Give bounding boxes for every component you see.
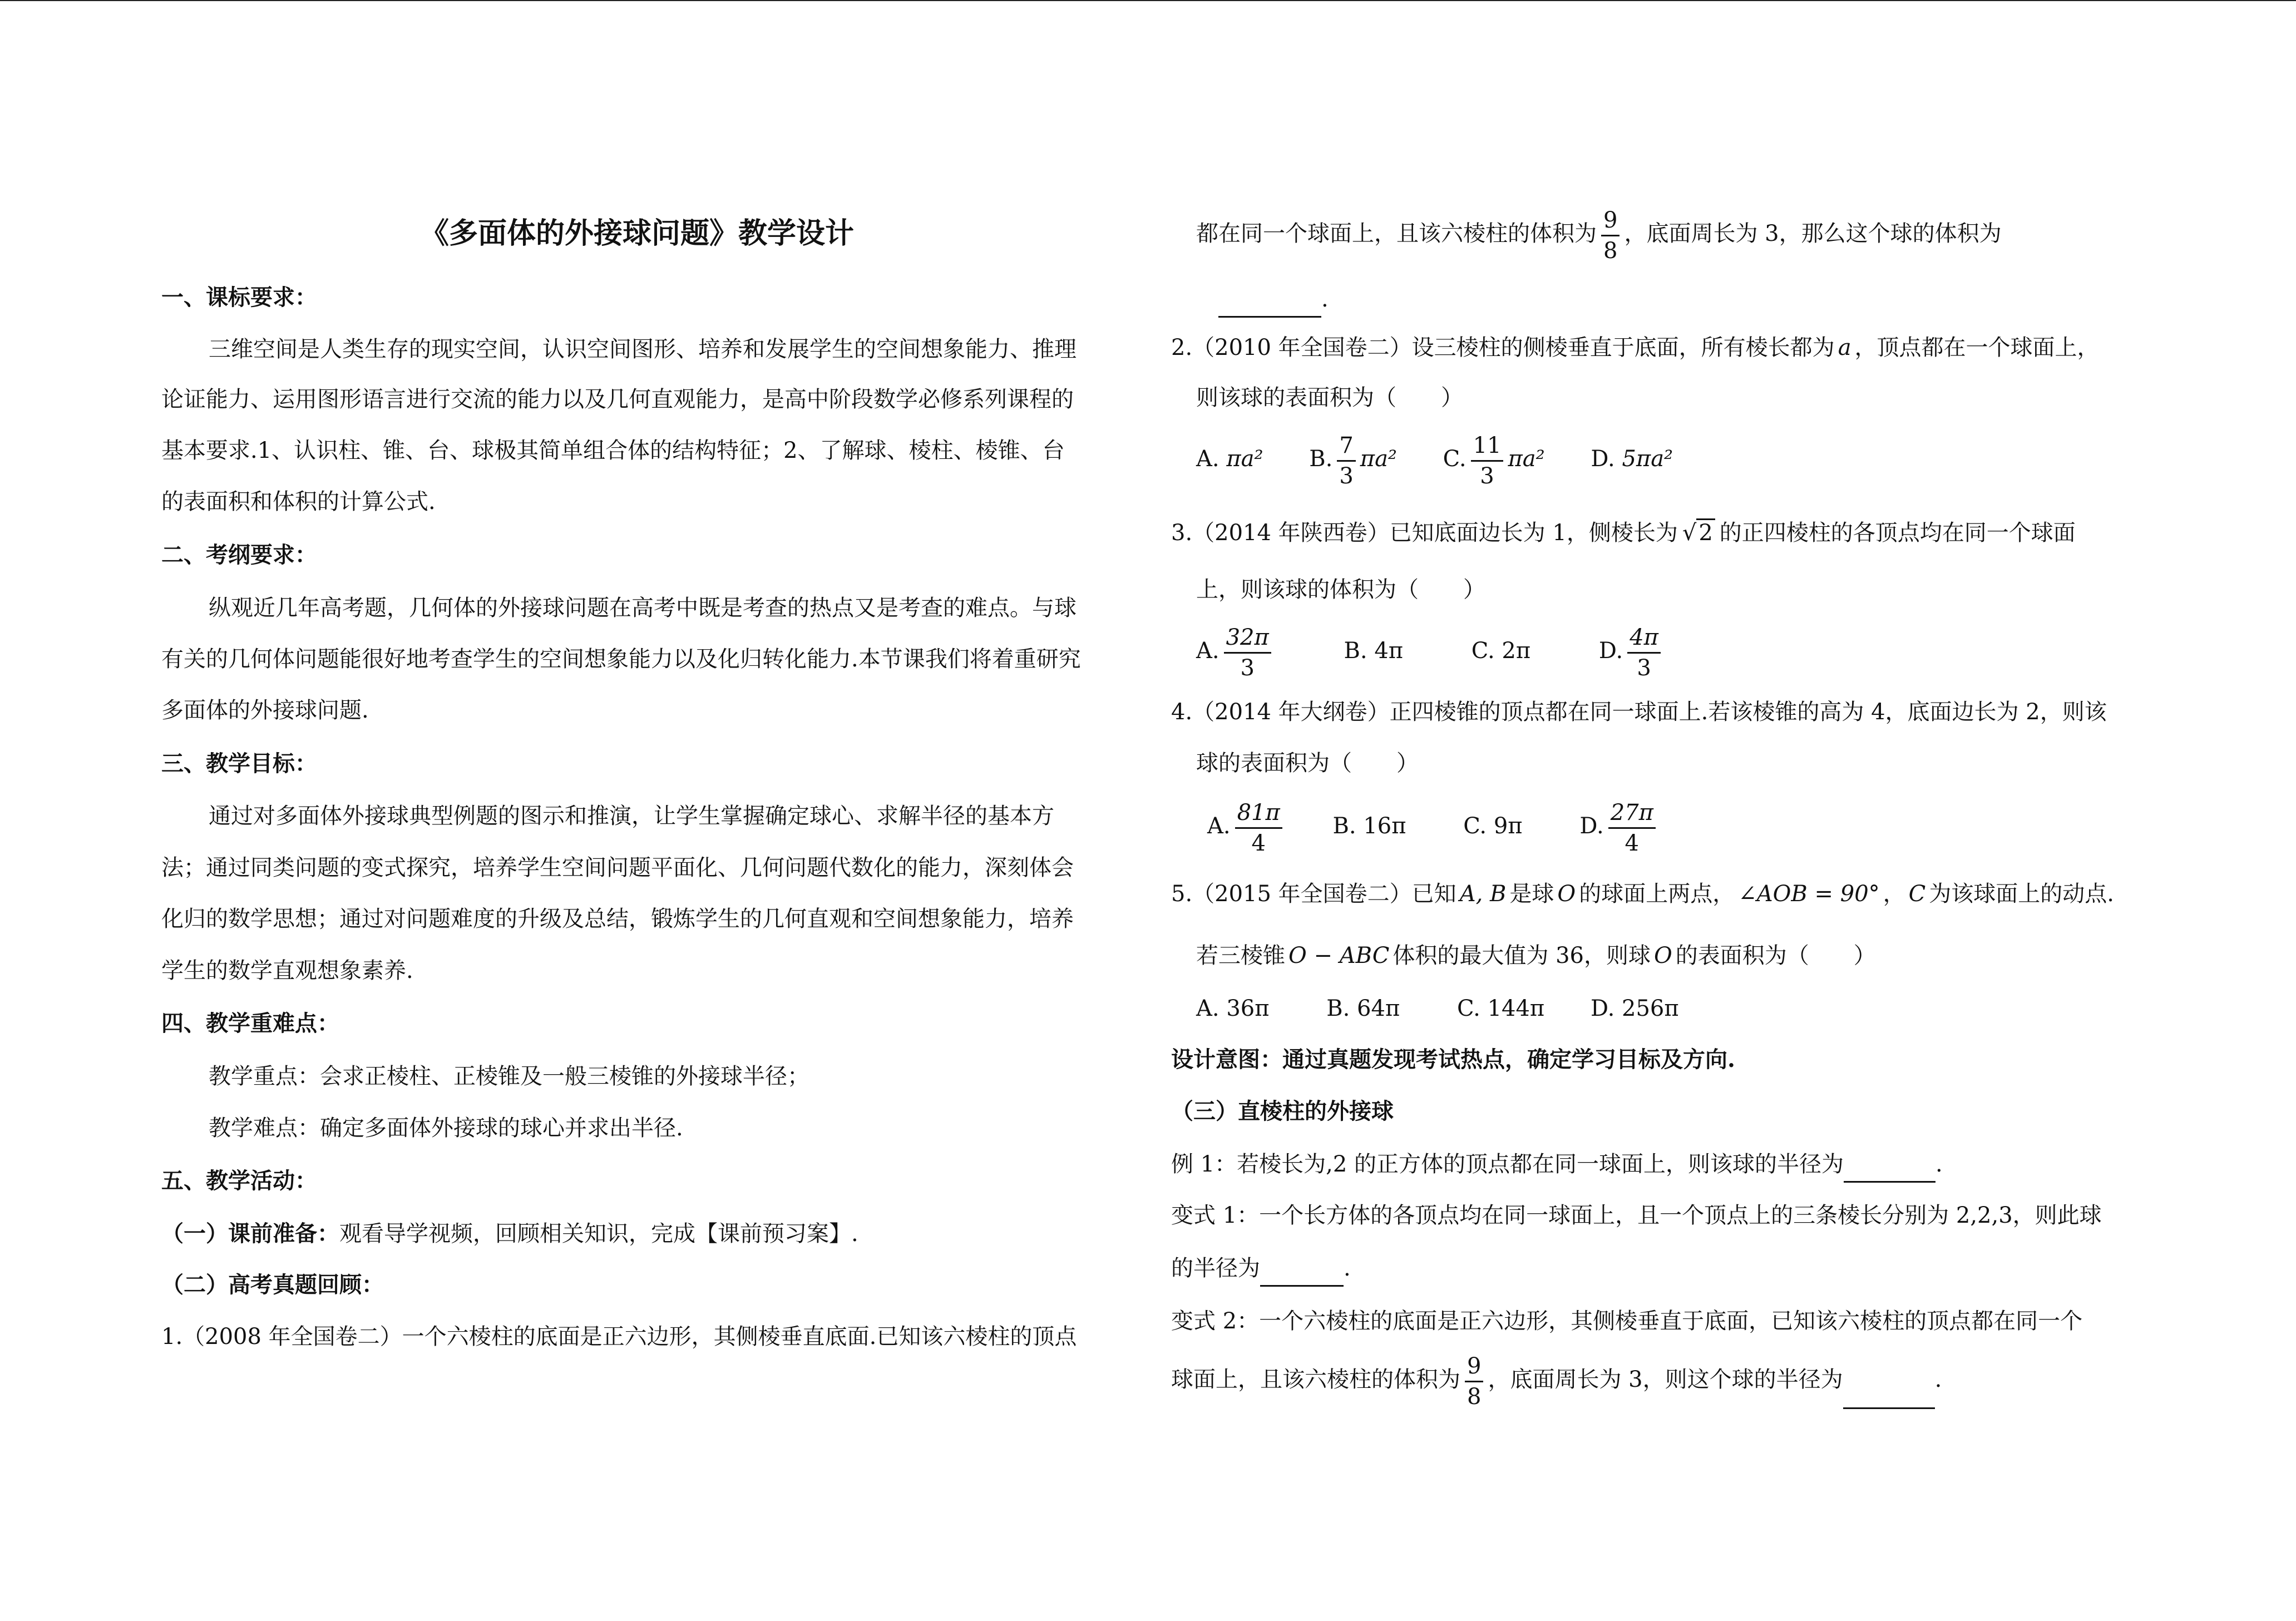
section-4-difficulty: 教学难点：确定多面体外接球的球心并求出半径. xyxy=(209,1115,683,1141)
period: . xyxy=(1344,1256,1351,1281)
option-c xyxy=(1443,431,1545,487)
section-3-line-1: 通过对多面体外接球典型例题的图示和推演，让学生掌握确定球心、求解半径的基本方 xyxy=(209,803,1054,829)
fraction-9-8 xyxy=(1601,209,1619,262)
option-b: B. 4π xyxy=(1344,638,1404,664)
section-2-heading: 二、考纲要求： xyxy=(161,542,317,568)
variant-2-line-1: 变式 2：一个六棱柱的底面是正六边形，其侧棱垂直于底面，已知该六棱柱的顶点都在同一个 xyxy=(1171,1308,2083,1334)
variant-1-line-2 xyxy=(1171,1252,1351,1287)
section-3-heading: （三）直棱柱的外接球 xyxy=(1171,1098,1394,1124)
answer-blank[interactable] xyxy=(1844,1148,1935,1183)
question-1-text-a: 都在同一个球面上，且该六棱柱的体积为 xyxy=(1196,221,1597,246)
option-c: C. 2π xyxy=(1471,638,1531,664)
option-a xyxy=(1196,623,1276,679)
question-2-line-2: 则该球的表面积为（ ） xyxy=(1196,385,1463,411)
option-a xyxy=(1196,431,1263,487)
fraction-numerator: 9 xyxy=(1465,1355,1483,1382)
answer-blank[interactable] xyxy=(1218,283,1321,318)
fraction-denominator: 8 xyxy=(1603,238,1618,264)
option-c: C. 9π xyxy=(1463,813,1523,839)
question-3-line-1 xyxy=(1171,516,2076,550)
points-a-b: A, B xyxy=(1459,881,1507,907)
period: . xyxy=(1935,1151,1943,1177)
option-b-fraction xyxy=(1337,434,1355,487)
option-a-label: A. xyxy=(1207,813,1231,839)
option-d-fraction xyxy=(1608,799,1656,856)
section-4-heading: 四、教学重难点： xyxy=(161,1010,339,1036)
option-c: C. 144π xyxy=(1456,996,1545,1021)
question-1-line-1: 1.（2008 年全国卷二）一个六棱柱的底面是正六边形，其侧棱垂直底面.已知该六棱柱的顶点 xyxy=(161,1324,1077,1350)
fraction-numerator: 9 xyxy=(1601,209,1619,236)
option-d-label: D. xyxy=(1591,446,1615,472)
fraction-numerator: 11 xyxy=(1471,434,1504,462)
question-2-line-1 xyxy=(1171,331,2100,364)
example-1-text: 例 1：若棱长为,2 的正方体的顶点都在同一球面上，则该球的半径为 xyxy=(1171,1151,1844,1177)
angle-aob: ∠AOB = 90° xyxy=(1738,881,1880,907)
fraction-denominator: 3 xyxy=(1339,463,1354,489)
fraction-denominator: 4 xyxy=(1625,830,1639,856)
question-3-options xyxy=(1196,623,1687,679)
document-title: 《多面体的外接球问题》教学设计 xyxy=(420,216,855,250)
example-1 xyxy=(1171,1148,1943,1183)
section-2-line-2: 有关的几何体问题能很好地考查学生的空间想象能力以及化归转化能力.本节课我们将着重研究 xyxy=(161,646,1081,672)
section-4-key-point: 教学重点：会求正棱柱、正棱锥及一般三棱锥的外接球半径； xyxy=(209,1064,809,1089)
question-3-line-2: 上，则该球的体积为（ ） xyxy=(1196,577,1485,602)
option-d: D. 256π xyxy=(1590,996,1679,1021)
question-1-text-b: ，底面周长为 3，那么这个球的体积为 xyxy=(1624,221,2002,246)
question-5-text-b: 是球 xyxy=(1509,881,1554,907)
question-5-text-c: 的球面上两点， xyxy=(1579,881,1735,907)
fraction-denominator: 3 xyxy=(1637,655,1651,681)
question-5-line-1 xyxy=(1171,877,2114,911)
question-4-options xyxy=(1207,798,1682,854)
section-1-line-2: 论证能力、运用图形语言进行交流的能力以及几何直观能力，是高中阶段数学必修系列课程的 xyxy=(161,387,1074,412)
question-5-text-a: 5.（2015 年全国卷二）已知 xyxy=(1171,881,1456,907)
option-a xyxy=(1207,798,1287,854)
period: . xyxy=(1321,286,1329,312)
option-b-value: πa² xyxy=(1360,446,1397,472)
option-c-value: πa² xyxy=(1508,446,1545,472)
option-d xyxy=(1599,623,1665,679)
fraction-denominator: 3 xyxy=(1240,655,1255,681)
variant-2-text-a: 球面上，且该六棱柱的体积为 xyxy=(1171,1367,1460,1392)
sqrt-2: √ 2 xyxy=(1682,520,1715,546)
fraction-denominator: 8 xyxy=(1467,1383,1482,1410)
variant-1-line-1: 变式 1：一个长方体的各顶点均在同一球面上，且一个顶点上的三条棱长分别为 2,2,3，则此球 xyxy=(1171,1203,2102,1228)
section-3-line-2: 法；通过同类问题的变式探究，培养学生空间问题平面化、几何问题代数化的能力，深刻体会 xyxy=(161,855,1074,881)
answer-blank[interactable] xyxy=(1843,1352,1935,1409)
option-d-label: D. xyxy=(1598,638,1623,664)
question-2-options xyxy=(1196,431,1695,487)
option-b-label: B. xyxy=(1309,446,1333,472)
option-a-label: A. xyxy=(1196,638,1219,664)
question-2-text-a: 2.（2010 年全国卷二）设三棱柱的侧棱垂直于底面，所有棱长都为 xyxy=(1171,335,1835,360)
section-3-heading: 三、教学目标： xyxy=(161,750,317,777)
option-d xyxy=(1591,431,1673,487)
fraction-9-8 xyxy=(1465,1355,1483,1408)
variant-2-line-2 xyxy=(1171,1352,1942,1409)
option-a-fraction xyxy=(1224,626,1271,679)
fraction-denominator: 3 xyxy=(1480,463,1494,489)
fraction-numerator: 27π xyxy=(1608,802,1656,829)
fraction-numerator: 32π xyxy=(1224,626,1271,654)
section-1-line-4: 的表面积和体积的计算公式. xyxy=(161,489,436,515)
question-4-line-2: 球的表面积为（ ） xyxy=(1196,750,1419,776)
option-d-label: D. xyxy=(1579,813,1604,839)
question-5-options xyxy=(1196,992,1701,1025)
option-c-fraction xyxy=(1471,434,1504,487)
fraction-numerator: 81π xyxy=(1235,802,1282,829)
answer-blank[interactable] xyxy=(1260,1252,1344,1287)
option-b: B. 16π xyxy=(1332,813,1406,839)
point-o: O xyxy=(1557,881,1576,907)
question-5-text-g: 体积的最大值为 36，则球 xyxy=(1393,943,1651,968)
question-5-text-f: 若三棱锥 xyxy=(1196,943,1285,968)
question-1-line-2 xyxy=(1196,206,2002,262)
question-5-line-2 xyxy=(1196,939,1876,972)
period: . xyxy=(1934,1367,1942,1392)
comma: ， xyxy=(1883,881,1905,907)
question-1-answer-line xyxy=(1218,283,1329,318)
question-5-text-h: 的表面积为（ ） xyxy=(1675,943,1876,968)
option-c-label: C. xyxy=(1443,446,1467,472)
fraction-denominator: 4 xyxy=(1251,830,1266,856)
question-4-line-1: 4.（2014 年大纲卷）正四棱锥的顶点都在同一球面上.若该棱锥的高为 4，底面边长为 2，则该 xyxy=(1171,699,2107,725)
variable-a: a xyxy=(1838,335,1851,360)
option-a-value: πa² xyxy=(1226,446,1263,472)
question-5-text-e: 为该球面上的动点. xyxy=(1929,881,2114,907)
option-a-fraction xyxy=(1235,799,1282,856)
option-d xyxy=(1579,798,1660,854)
design-intent: 设计意图：通过真题发现考试热点，确定学习目标及方向. xyxy=(1171,1046,1735,1073)
question-3-text-b: 的正四棱柱的各顶点均在同一个球面 xyxy=(1719,520,2076,546)
pyramid-o-abc: O − ABC xyxy=(1288,943,1390,968)
section-3-line-4: 学生的数学直观想象素养. xyxy=(161,958,413,984)
section-1-heading: 一、课标要求： xyxy=(161,284,317,310)
option-d-fraction xyxy=(1627,626,1661,679)
point-o: O xyxy=(1654,943,1672,968)
sqrt-radicand: 2 xyxy=(1696,518,1715,546)
section-1-line-1: 三维空间是人类生存的现实空间，认识空间图形、培养和发展学生的空间想象能力、推理 xyxy=(209,337,1077,362)
fraction-numerator: 4π xyxy=(1627,626,1661,654)
option-d-value: 5πa² xyxy=(1622,446,1673,472)
section-2-line-1: 纵观近几年高考题，几何体的外接球问题在高考中既是考查的热点又是考查的难点。与球 xyxy=(209,595,1077,621)
section-5-preparation xyxy=(161,1217,858,1251)
option-a: A. 36π xyxy=(1196,996,1270,1021)
point-c: C xyxy=(1908,881,1926,907)
option-b xyxy=(1309,431,1397,487)
section-1-line-3: 基本要求.1、认识柱、锥、台、球极其简单组合体的结构特征；2、了解球、棱柱、棱锥、台 xyxy=(161,438,1065,463)
option-a-label: A. xyxy=(1196,446,1219,472)
section-3-line-3: 化归的数学思想；通过对问题难度的升级及总结，锻炼学生的几何直观和空间想象能力，培养 xyxy=(161,906,1074,932)
variant-1-text: 的半径为 xyxy=(1171,1256,1260,1281)
section-2-line-3: 多面体的外接球问题. xyxy=(161,698,369,723)
preparation-text: 观看导学视频，回顾相关知识，完成【课前预习案】. xyxy=(339,1221,858,1247)
preparation-label: （一）课前准备： xyxy=(161,1220,339,1247)
question-3-text-a: 3.（2014 年陕西卷）已知底面边长为 1，侧棱长为 xyxy=(1171,520,1678,546)
option-b: B. 64π xyxy=(1326,996,1400,1021)
variant-2-text-b: ，底面周长为 3，则这个球的半径为 xyxy=(1488,1367,1843,1392)
section-5-heading: 五、教学活动： xyxy=(161,1168,317,1194)
question-2-text-b: ，顶点都在一个球面上， xyxy=(1854,335,2100,360)
fraction-numerator: 7 xyxy=(1337,434,1355,462)
section-5-review-heading: （二）高考真题回顾： xyxy=(161,1272,384,1298)
